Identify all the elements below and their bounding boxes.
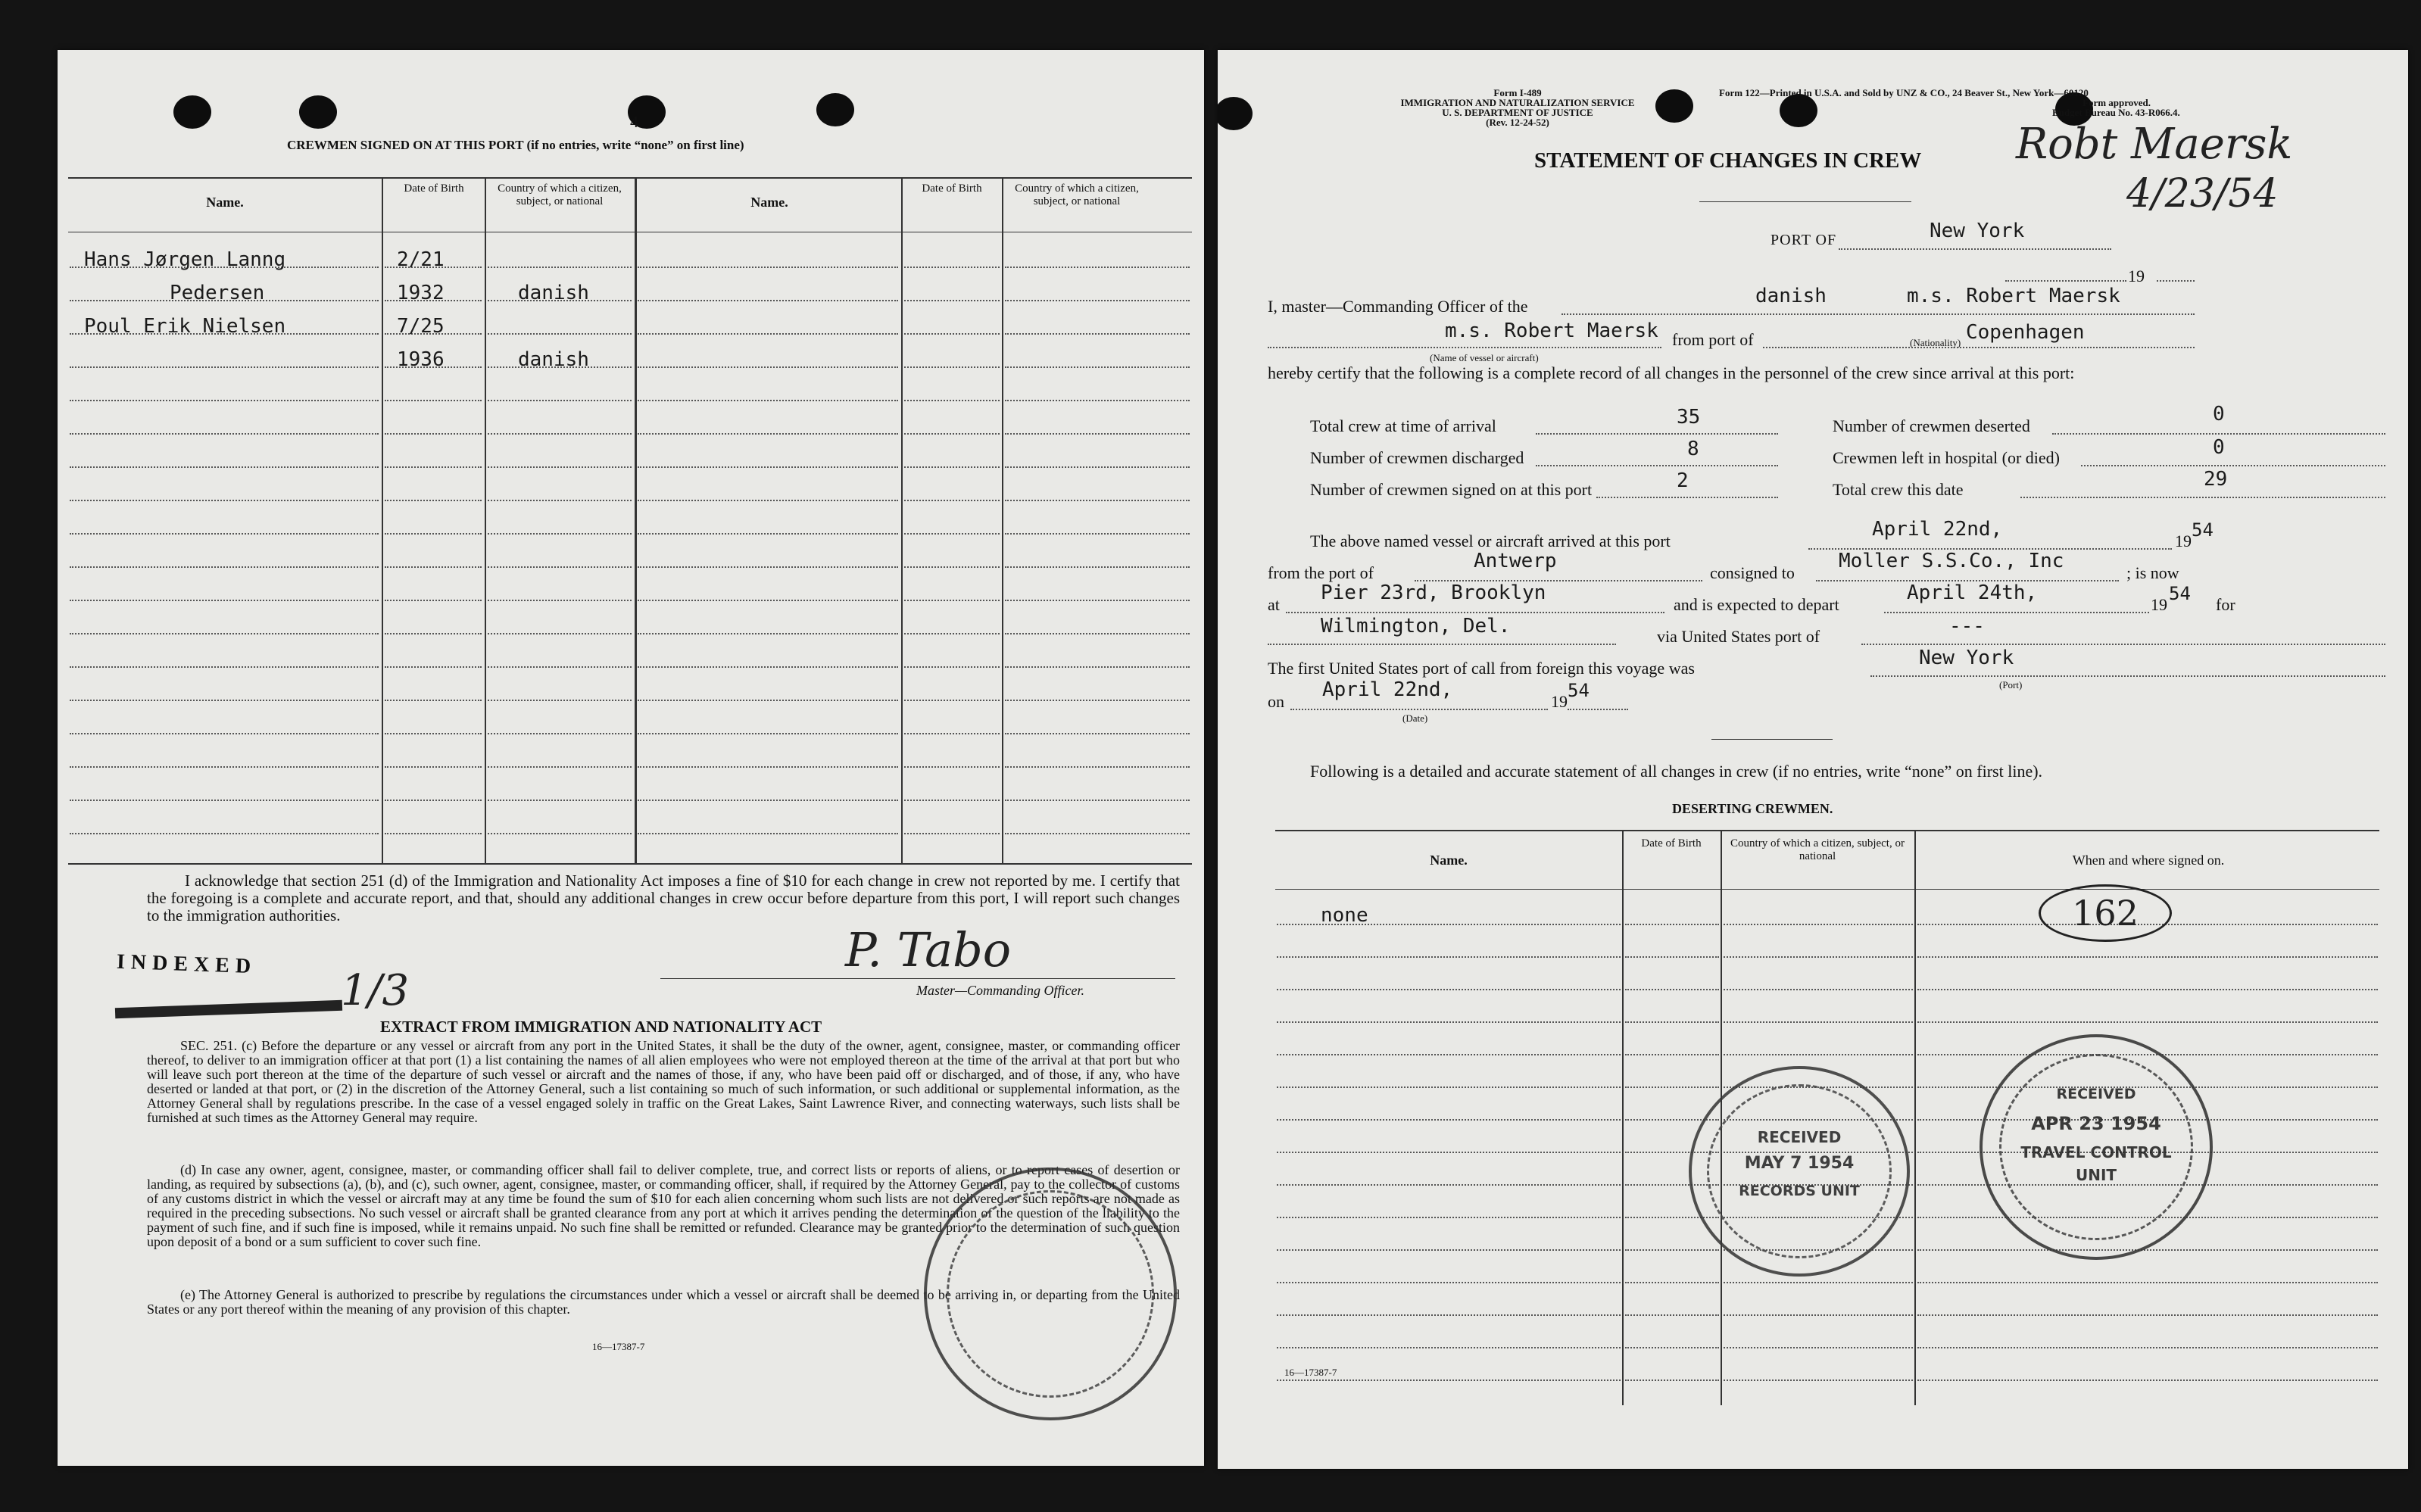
row-rule: [70, 366, 379, 368]
row-rule: [1917, 1314, 2378, 1316]
row-rule: [1005, 300, 1190, 301]
col-header-country: Country of which a citizen, subject, or national: [498, 182, 622, 207]
row-rule: [638, 366, 898, 368]
date-caption: (Date): [1402, 712, 1428, 724]
margin-note: 1/3: [341, 966, 410, 1015]
is-now-label: ; is now: [2126, 563, 2179, 582]
row-rule: [488, 466, 632, 468]
row-rule: [1724, 1380, 1913, 1381]
row-rule: [1625, 1314, 1719, 1316]
row-rule: [1724, 1054, 1913, 1055]
row-rule: [638, 333, 898, 335]
punch-hole: [1218, 97, 1253, 130]
row-rule: [70, 533, 379, 535]
deserted-value: 0: [2213, 403, 2225, 426]
acknowledgement-text: I acknowledge that section 251 (d) of the Immigration and Nationality Act imposes a fine of $10 for each change in crew not reported by me. I certify that the foregoing is a complete and accurate report, and that, should any additional changes in crew occur before departure from this port, I will report such changes to the immigration authorities.: [147, 871, 1180, 924]
row-rule: [638, 433, 898, 435]
at-value: Pier 23rd, Brooklyn: [1321, 581, 1546, 604]
row-rule: [488, 666, 632, 668]
row-rule: [1917, 1380, 2378, 1381]
row-rule: [1005, 800, 1190, 801]
row-rule: [1277, 1119, 1621, 1121]
row-rule: [1005, 700, 1190, 701]
port-stamp: [924, 1168, 1177, 1420]
row-rule: [488, 267, 632, 268]
row-rule: [385, 500, 482, 501]
vessel-caption: (Name of vessel or aircraft): [1430, 352, 1539, 363]
certify-line-1: I, master—Commanding Officer of the: [1268, 297, 1528, 316]
row-rule: [1277, 1086, 1621, 1088]
row-rule: [385, 800, 482, 801]
discharged-label: Number of crewmen discharged: [1310, 448, 1524, 467]
row-rule: [1917, 956, 2378, 958]
col-header-country-2: Country of which a citizen, subject, or national: [1015, 182, 1139, 207]
row-rule: [488, 600, 632, 601]
row-rule: [70, 700, 379, 701]
desert-header-country: Country of which a citizen, subject, or national: [1730, 837, 1905, 862]
col-header-dob-2: Date of Birth: [922, 182, 982, 195]
crew-dob: 1936: [397, 348, 445, 371]
row-rule: [638, 700, 898, 701]
row-rule: [904, 400, 1000, 401]
from-label: from the port of: [1268, 563, 1374, 582]
row-rule: [904, 700, 1000, 701]
row-rule: [70, 766, 379, 768]
on-label: on: [1268, 692, 1284, 711]
row-rule: [1917, 1021, 2378, 1023]
row-rule: [638, 833, 898, 834]
form-approved: Form approved.: [2082, 97, 2151, 108]
row-rule: [1277, 989, 1621, 990]
discharged-value: 8: [1687, 438, 1699, 460]
for-value: Wilmington, Del.: [1321, 615, 1511, 638]
port-value: New York: [1930, 220, 2025, 242]
travel-control-stamp: RECEIVED APR 23 1954 TRAVEL CONTROL UNIT: [1980, 1034, 2213, 1260]
row-rule: [1277, 1314, 1621, 1316]
row-rule: [70, 433, 379, 435]
first-port-label: The first United States port of call from foreign this voyage was: [1268, 659, 1695, 678]
row-rule: [385, 833, 482, 834]
row-rule: [488, 566, 632, 568]
desert-header-when: When and where signed on.: [2072, 853, 2225, 868]
row-rule: [904, 733, 1000, 734]
row-rule: [1625, 1086, 1719, 1088]
row-rule: [904, 366, 1000, 368]
arrived-date: April 22nd,: [1872, 518, 2003, 541]
row-rule: [385, 433, 482, 435]
row-rule: [1277, 1249, 1621, 1251]
row-rule: [70, 600, 379, 601]
act-section-e: (e) The Attorney General is authorized to prescribe by regulations the circumstances under which a vessel or aircraft shall be deemed to be arriving in, or departing from the United States or any port thereof within the meaning of any provision of this chapter.: [147, 1287, 1180, 1317]
form-revision: (Rev. 12-24-52): [1486, 117, 1549, 128]
row-rule: [904, 267, 1000, 268]
row-rule: [904, 833, 1000, 834]
row-rule: [1005, 766, 1190, 768]
budget-bureau: Budget Bureau No. 43-R066.4.: [2052, 107, 2180, 118]
nationality-caption: (Nationality): [1910, 337, 1961, 348]
crew-name: Poul Erik Nielsen: [84, 315, 286, 338]
arrived-year: 54: [2192, 519, 2214, 541]
row-rule: [1724, 924, 1913, 925]
handwritten-vessel-note: Robt Maersk: [2016, 120, 2293, 169]
row-rule: [1277, 1021, 1621, 1023]
row-rule: [488, 800, 632, 801]
signed-on-label: Number of crewmen signed on at this port: [1310, 480, 1593, 499]
row-rule: [1917, 1249, 2378, 1251]
row-rule: [1724, 956, 1913, 958]
row-rule: [70, 566, 379, 568]
row-rule: [1277, 1380, 1621, 1381]
at-label: at: [1268, 595, 1280, 614]
row-rule: [638, 400, 898, 401]
row-rule: [1005, 400, 1190, 401]
on-date: April 22nd,: [1322, 678, 1453, 701]
row-rule: [1277, 1184, 1621, 1186]
row-rule: [385, 700, 482, 701]
row-rule: [1005, 633, 1190, 634]
consigned-label: consigned to: [1710, 563, 1795, 582]
row-rule: [904, 466, 1000, 468]
deserting-title: DESERTING CREWMEN.: [1672, 801, 1833, 816]
row-rule: [70, 666, 379, 668]
row-rule: [638, 633, 898, 634]
page-number: 4: [630, 112, 638, 131]
row-rule: [488, 400, 632, 401]
row-rule: [488, 633, 632, 634]
row-rule: [1625, 989, 1719, 990]
row-rule: [1625, 956, 1719, 958]
row-rule: [638, 666, 898, 668]
row-rule: [1005, 833, 1190, 834]
row-rule: [385, 400, 482, 401]
crew-country: danish: [518, 348, 589, 371]
total-arrival-value: 35: [1677, 406, 1701, 429]
row-rule: [1005, 600, 1190, 601]
row-rule: [1005, 500, 1190, 501]
crew-dob: 7/25: [397, 315, 445, 338]
crew-dob: 2/21: [397, 248, 445, 271]
hospital-label: Crewmen left in hospital (or died): [1833, 448, 2060, 467]
crew-country: danish: [518, 282, 589, 304]
row-rule: [1005, 566, 1190, 568]
row-rule: [70, 466, 379, 468]
row-rule: [385, 533, 482, 535]
row-rule: [1005, 366, 1190, 368]
consigned-value: Moller S.S.Co., Inc: [1839, 550, 2064, 572]
depart-year: 54: [2169, 583, 2191, 604]
row-rule: [904, 600, 1000, 601]
row-rule: [638, 800, 898, 801]
row-rule: [385, 666, 482, 668]
row-rule: [70, 800, 379, 801]
row-rule: [1005, 433, 1190, 435]
row-rule: [1724, 1314, 1913, 1316]
row-rule: [1005, 333, 1190, 335]
from-port-label: from port of: [1672, 330, 1754, 349]
punch-hole: [1780, 94, 1817, 127]
row-rule: [904, 500, 1000, 501]
row-rule: [638, 300, 898, 301]
row-rule: [1724, 1282, 1913, 1283]
row-rule: [1005, 466, 1190, 468]
signed-on-title: CREWMEN SIGNED ON AT THIS PORT (if no entries, write “none” on first line): [287, 138, 744, 152]
row-rule: [638, 600, 898, 601]
row-rule: [1005, 666, 1190, 668]
indexed-stamp: INDEXED: [116, 949, 257, 979]
row-rule: [1724, 1347, 1913, 1348]
row-rule: [1277, 1054, 1621, 1055]
row-rule: [638, 500, 898, 501]
row-rule: [1625, 924, 1719, 925]
row-rule: [70, 400, 379, 401]
master-signature: P. Tabo: [845, 922, 1012, 977]
form-title: STATEMENT OF CHANGES IN CREW: [1534, 148, 1922, 173]
row-rule: [1917, 1347, 2378, 1348]
row-rule: [488, 733, 632, 734]
row-rule: [904, 566, 1000, 568]
row-rule: [638, 566, 898, 568]
row-rule: [904, 333, 1000, 335]
port-caption: (Port): [1999, 679, 2023, 691]
port-label: PORT OF: [1771, 232, 1837, 248]
certify-line-3: hereby certify that the following is a complete record of all changes in the personnel of the crew since arrival at this port:: [1268, 363, 2075, 382]
right-page: Form I-489 IMMIGRATION AND NATURALIZATION SERVICE U. S. DEPARTMENT OF JUSTICE (Rev. 12-24-52) Form 122—Printed in U.S.A. and Sold by UNZ & CO., 24 Beaver St., New York—60120 Form approved. Budget Bureau No. 43-R066.4. STATEMENT OF CHANGES IN CREW Robt Maersk 4/23/54 PORT OF New York 19 I, master—Commanding Officer of the danish m.s. Robert Maersk (Nationality) m.s. Robert Maersk (Name of vessel or aircraft) from port of Copenhagen hereby certify that the following is a complete record of all changes in the personnel of the crew since arrival at this port: Total crew at time of arrival 35 Number of crewmen discharged 8 Number of crewmen signed on at this port 2 Number of crewmen deserted 0 Crewmen left in hospital (or died) 0 Total crew this date 29 The above named vessel or aircraft arrived at this port April 22nd, 19 54 from the port of Antwerp consigned to Moller S.S.Co., Inc ; is now at Pier 23rd, Brooklyn and is expected to depart April 24th, 19 54 for Wilmington, Del. via United States port of --- The first United States port of call from foreign this voyage was New York (Port) on April 22nd, (Date) 19 54 Following is a detailed and accurate statement of all changes in crew (if no entries, write “none” on first line). DESERTING CREWMEN. Name. Date of Birth Country of which a citizen, subject, or national When and where signed on. none 162 RECEIVED MAY 7 1954 RECORDS UNIT RECEIVED APR 23 1954 TRAVEL CONTROL UNIT 16—17387-7: [1218, 50, 2408, 1469]
total-arrival-label: Total crew at time of arrival: [1310, 416, 1496, 435]
hospital-value: 0: [2213, 436, 2225, 459]
form-id: Form I-489: [1493, 87, 1542, 98]
desert-header-dob: Date of Birth: [1641, 837, 1702, 850]
agency-line-2: U. S. DEPARTMENT OF JUSTICE: [1442, 107, 1593, 118]
row-rule: [1005, 533, 1190, 535]
total-date-value: 29: [2204, 468, 2228, 491]
act-section-d: (d) In case any owner, agent, consignee, master, or commanding officer shall fail to deliver complete, true, and correct lists or reports of aliens, or to report cases of desertion or landing, as required by subsections (a), (b), and (c), such owner, agent, consignee, master, or commanding officer, shall, if required by the Attorney General, pay to the collector of customs of any customs district in which the vessel or aircraft may at any time be found the sum of $10 for each alien concerning whom such lists are not delivered or such reports are not made as required in the preceding subsections. No such vessel or aircraft shall be granted clearance from any port at which it arrives pending the determination of the question of the liability to the payment of such fine, and if such fine is imposed, while it remains unpaid. No such fine shall be remitted or refunded. Clearance may be granted prior to the determination of such question upon deposit of a bond or a sum sufficient to cover such fine.: [147, 1162, 1180, 1249]
via-label: via United States port of: [1657, 627, 1820, 646]
col-header-name-2: Name.: [750, 195, 788, 210]
following-statement: Following is a detailed and accurate statement of all changes in crew (if no entries, write “none” on first line).: [1310, 762, 2043, 781]
col-header-name: Name.: [206, 195, 244, 210]
master-label: Master—Commanding Officer.: [916, 983, 1084, 998]
reference-number: 162: [2039, 884, 2172, 942]
row-rule: [70, 633, 379, 634]
row-rule: [638, 466, 898, 468]
received-records-stamp: RECEIVED MAY 7 1954 RECORDS UNIT: [1689, 1066, 1910, 1277]
vessel-name-2: m.s. Robert Maersk: [1445, 320, 1658, 342]
row-rule: [488, 333, 632, 335]
row-rule: [1277, 1152, 1621, 1153]
left-page: [58, 50, 1204, 1466]
row-rule: [904, 766, 1000, 768]
row-rule: [1917, 989, 2378, 990]
row-rule: [904, 433, 1000, 435]
redaction-mark: [115, 1000, 342, 1018]
row-rule: [1277, 1282, 1621, 1283]
first-port-value: New York: [1919, 647, 2014, 669]
row-rule: [1277, 956, 1621, 958]
row-rule: [638, 533, 898, 535]
from-value: Antwerp: [1474, 550, 1557, 572]
punch-hole: [299, 95, 337, 129]
for-label: for: [2216, 595, 2235, 614]
row-rule: [1625, 1282, 1719, 1283]
row-rule: [385, 733, 482, 734]
punch-hole: [816, 93, 854, 126]
crew-dob: 1932: [397, 282, 445, 304]
row-rule: [1625, 1249, 1719, 1251]
row-rule: [638, 766, 898, 768]
depart-date: April 24th,: [1907, 581, 2038, 604]
row-rule: [385, 466, 482, 468]
row-rule: [904, 666, 1000, 668]
depart-label: and is expected to depart: [1674, 595, 1839, 614]
crew-name: Pedersen: [170, 282, 265, 304]
row-rule: [904, 533, 1000, 535]
row-rule: [385, 766, 482, 768]
row-rule: [488, 500, 632, 501]
row-rule: [1625, 1021, 1719, 1023]
row-rule: [488, 700, 632, 701]
row-rule: [1724, 989, 1913, 990]
row-rule: [488, 766, 632, 768]
row-rule: [638, 267, 898, 268]
vessel-nationality: danish: [1755, 285, 1827, 307]
signed-on-value: 2: [1677, 469, 1689, 492]
on-year: 54: [1568, 680, 1590, 701]
printer-line: Form 122—Printed in U.S.A. and Sold by UNZ & CO., 24 Beaver St., New York—60120: [1719, 87, 2089, 98]
row-rule: [904, 633, 1000, 634]
row-rule: [488, 533, 632, 535]
form-footer-right: 16—17387-7: [1284, 1367, 1337, 1378]
row-rule: [638, 733, 898, 734]
row-rule: [904, 800, 1000, 801]
row-rule: [488, 433, 632, 435]
handwritten-date-note: 4/23/54: [2126, 171, 2279, 217]
deserting-name: none: [1321, 904, 1368, 927]
row-rule: [385, 633, 482, 634]
act-section-c: SEC. 251. (c) Before the departure or any vessel or aircraft from any port in the United States, it shall be the duty of the owner, agent, consignee, master, or commanding officer thereof, to deliver to an immigration officer at that port (1) a list containing the names of all alien employees who were not employed thereon at the time of the arrival at that port but who will leave such port thereon at the time of the departure of such vessel or aircraft and the names of those, if any, who have been paid off or discharged, and of those, if any, who have deserted or landed at that port, or (2) in the discretion of the Attorney General, such a list containing so much of such information, or such additional or supplemental information, as the Attorney General shall by regulations prescribe. In the case of a vessel engaged solely in traffic on the Great Lakes, Saint Lawrence River, and connecting waterways, such lists shall be furnished at such times as the Attorney General may require.: [147, 1038, 1180, 1125]
row-rule: [1005, 267, 1190, 268]
row-rule: [1625, 1347, 1719, 1348]
vessel-name-1: m.s. Robert Maersk: [1907, 285, 2120, 307]
punch-hole: [173, 95, 211, 129]
row-rule: [1625, 1054, 1719, 1055]
row-rule: [488, 833, 632, 834]
row-rule: [70, 733, 379, 734]
row-rule: [1724, 1021, 1913, 1023]
crew-name: Hans Jørgen Lanng: [84, 248, 286, 271]
via-value: ---: [1949, 615, 1985, 638]
row-rule: [1625, 1380, 1719, 1381]
row-rule: [904, 300, 1000, 301]
deserted-label: Number of crewmen deserted: [1833, 416, 2030, 435]
total-date-label: Total crew this date: [1833, 480, 1964, 499]
row-rule: [385, 566, 482, 568]
desert-header-name: Name.: [1430, 853, 1468, 868]
row-rule: [1005, 733, 1190, 734]
from-port-value: Copenhagen: [1966, 321, 2085, 344]
row-rule: [1277, 1347, 1621, 1348]
form-footer: 16—17387-7: [592, 1341, 645, 1352]
arrived-label: The above named vessel or aircraft arrived at this port: [1310, 532, 1671, 550]
extract-title: EXTRACT FROM IMMIGRATION AND NATIONALITY ACT: [380, 1018, 822, 1036]
row-rule: [70, 833, 379, 834]
row-rule: [1917, 1282, 2378, 1283]
row-rule: [70, 500, 379, 501]
row-rule: [1277, 1217, 1621, 1218]
col-header-dob: Date of Birth: [404, 182, 464, 195]
year-prefix: 19: [2128, 267, 2145, 285]
agency-line-1: IMMIGRATION AND NATURALIZATION SERVICE: [1400, 97, 1635, 108]
row-rule: [385, 600, 482, 601]
